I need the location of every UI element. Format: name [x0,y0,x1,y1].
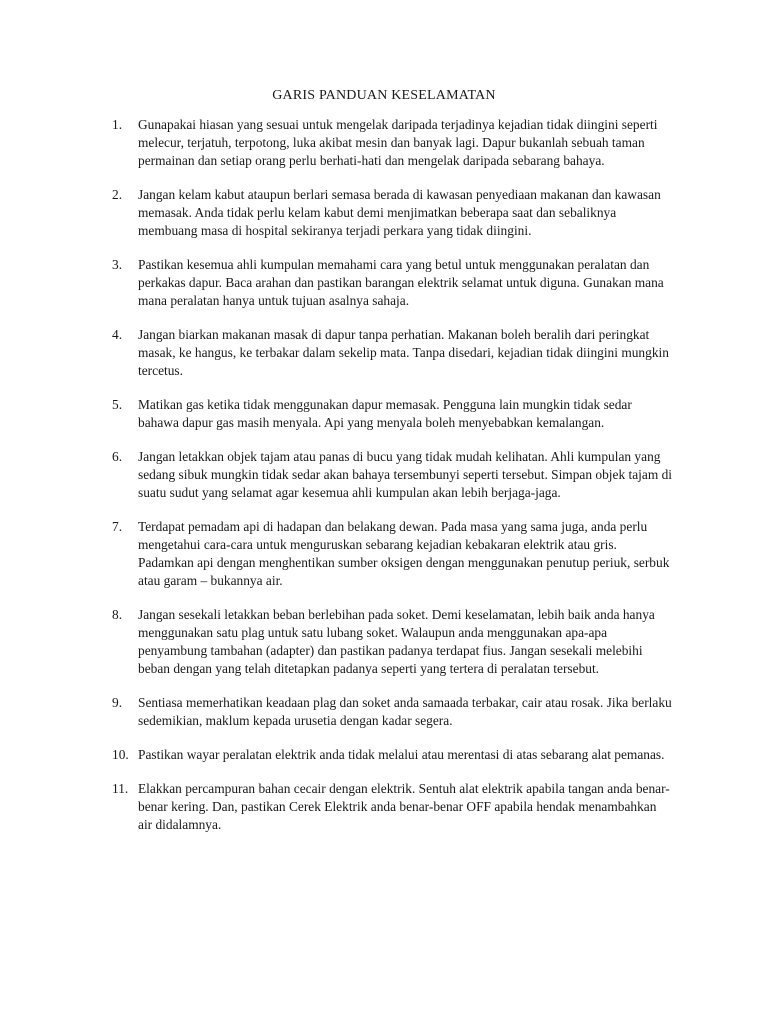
item-number: 11. [112,781,129,796]
guideline-list [112,116,672,850]
list-item [112,448,672,502]
list-item [112,746,672,764]
list-item [112,326,672,380]
item-text: Sentiasa memerhatikan keadaan plag dan soket anda samaada terbakar, cair atau rosak. Jika berlaku sedemikian, maklum kepada urusetia dengan kadar segera. [138,695,672,728]
item-text: Pastikan wayar peralatan elektrik anda tidak melalui atau merentasi di atas sebarang alat pemanas. [138,747,665,762]
item-number: 9. [112,695,123,710]
item-text: Jangan sesekali letakkan beban berlebihan pada soket. Demi keselamatan, lebih baik anda hanya menggunakan satu plag untuk satu lubang soket. Walaupun anda menggunakan apa-apa penyambung tambahan (adapter) dan pastikan padanya terdapat fius. Jangan sesekali melebihi beban dengan yang telah ditetapkan padanya seperti yang tertera di peralatan tersebut. [138,607,655,676]
item-number: 6. [112,449,123,464]
item-text: Jangan kelam kabut ataupun berlari semasa berada di kawasan penyediaan makanan dan kawasan memasak. Anda tidak perlu kelam kabut demi menjimatkan beberapa saat dan sebaliknya membuang masa di hospital sekiranya terjadi perkara yang tidak diingini. [138,187,661,238]
list-item [112,780,672,834]
item-number: 7. [112,519,123,534]
document-title: GARIS PANDUAN KESELAMATAN [272,88,496,103]
item-number: 1. [112,117,123,132]
item-number: 2. [112,187,123,202]
item-text: Matikan gas ketika tidak menggunakan dapur memasak. Pengguna lain mungkin tidak sedar bahawa dapur gas masih menyala. Api yang menyala boleh menyebabkan kemalangan. [138,397,632,430]
item-number: 10. [112,747,129,762]
list-item [112,116,672,170]
item-number: 5. [112,397,123,412]
item-number: 3. [112,257,123,272]
list-item [112,518,672,590]
list-item [112,606,672,678]
item-text: Jangan letakkan objek tajam atau panas di bucu yang tidak mudah kelihatan. Ahli kumpulan yang sedang sibuk mungkin tidak sedar akan bahaya tersembunyi seperti tersebut. Simpan objek tajam di suatu sudut yang selamat agar kesemua ahli kumpulan akan lebih berjaga-jaga. [138,449,673,500]
item-text: Gunapakai hiasan yang sesuai untuk mengelak daripada terjadinya kejadian tidak diingini seperti melecur, terjatuh, terpotong, luka akibat mesin dan banyak lagi. Dapur bukanlah sebuah taman permainan dan setiap orang perlu berhati-hati dan mengelak daripada sebarang bahaya. [138,117,658,168]
item-number: 8. [112,607,123,622]
item-text: Elakkan percampuran bahan cecair dengan elektrik. Sentuh alat elektrik apabila tangan anda benar-benar kering. Dan, pastikan Cerek Elektrik anda benar-benar OFF apabila hendak menambahkan air didalamnya. [138,781,670,832]
list-item [112,396,672,432]
item-text: Terdapat pemadam api di hadapan dan belakang dewan. Pada masa yang sama juga, anda perlu mengetahui cara-cara untuk menguruskan sebarang kejadian kebakaran elektrik atau gris. Padamkan api dengan menghentikan sumber oksigen dengan menggunakan penutup periuk, serbuk atau garam – bukannya air. [138,519,670,588]
item-number: 4. [112,327,123,342]
item-text: Jangan biarkan makanan masak di dapur tanpa perhatian. Makanan boleh beralih dari peringkat masak, ke hangus, ke terbakar dalam sekelip mata. Tanpa disedari, kejadian tidak diingini mungkin tercetus. [138,327,669,378]
item-text: Pastikan kesemua ahli kumpulan memahami cara yang betul untuk menggunakan peralatan dan perkakas dapur. Baca arahan dan pastikan barangan elektrik selamat untuk diguna. Gunakan mana mana peralatan hanya untuk tujuan asalnya sahaja. [138,257,664,308]
list-item [112,694,672,730]
list-item [112,256,672,310]
list-item [112,186,672,240]
